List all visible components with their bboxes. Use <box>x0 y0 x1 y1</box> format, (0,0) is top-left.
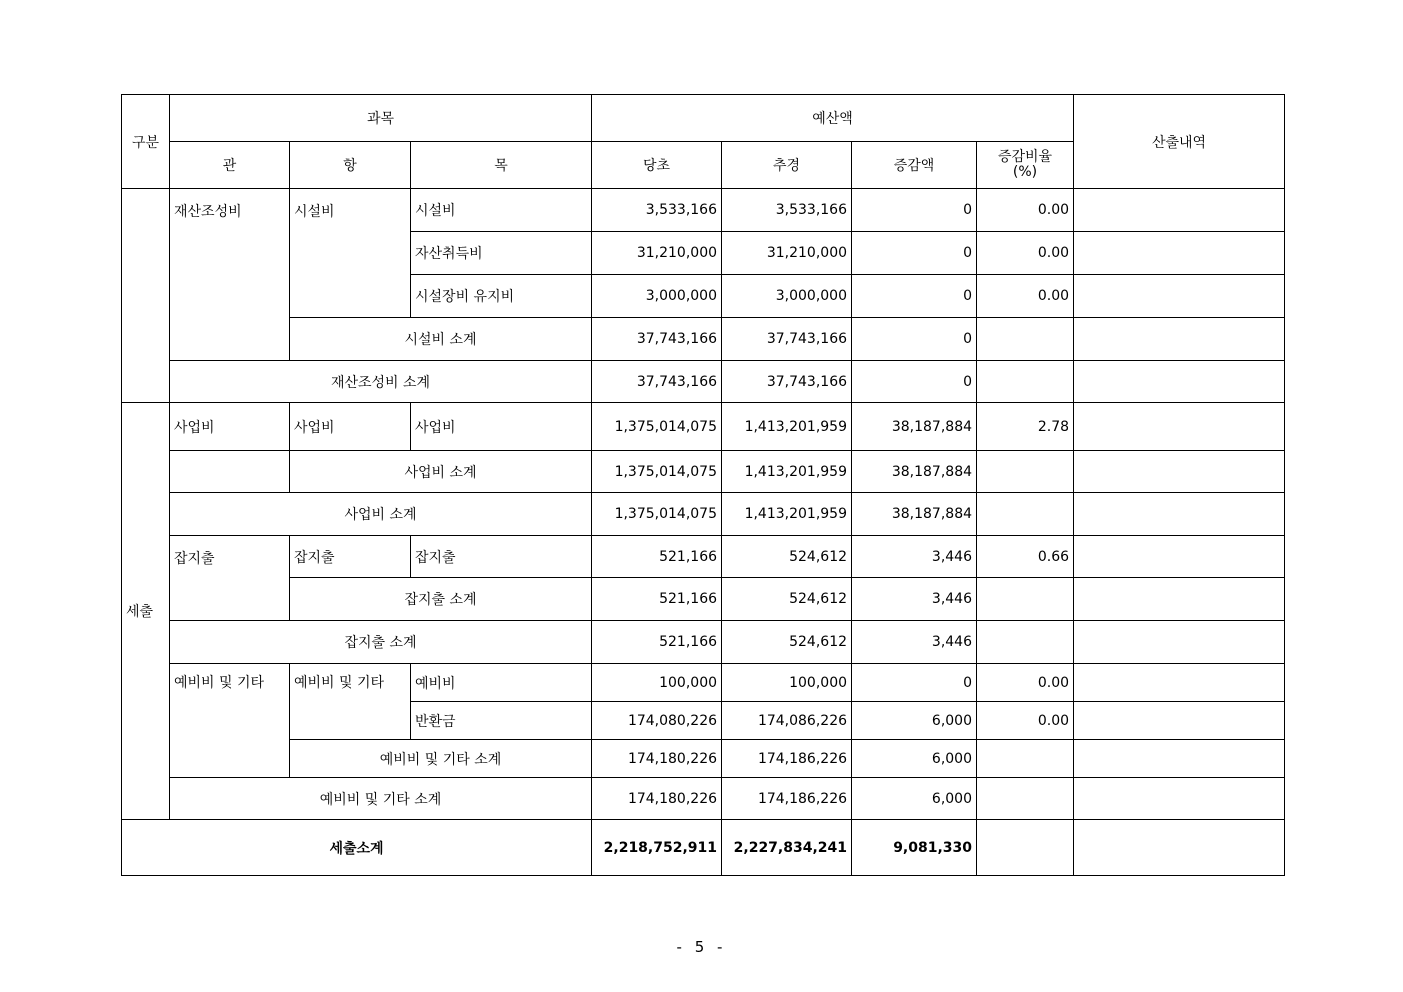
diff-cell: 0 <box>852 275 977 318</box>
subtotal-row <box>122 451 1285 493</box>
diff-cell: 6,000 <box>852 740 977 778</box>
sanchul-cell <box>1074 820 1285 876</box>
chugyeong-cell: 1,413,201,959 <box>722 451 852 493</box>
hang-cell: 사업비 <box>290 403 411 451</box>
mok-cell: 사업비 <box>411 403 592 451</box>
chugyeong-cell: 3,533,166 <box>722 189 852 232</box>
ratio-cell <box>977 578 1074 621</box>
header-hang: 항 <box>290 142 411 189</box>
chugyeong-cell: 524,612 <box>722 536 852 578</box>
grand-total-diff: 9,081,330 <box>852 820 977 876</box>
subtotal-row <box>122 578 1285 621</box>
chugyeong-cell: 37,743,166 <box>722 361 852 403</box>
chugyeong-cell: 31,210,000 <box>722 232 852 275</box>
mok-cell: 반환금 <box>411 702 592 740</box>
grand-total-dangcho: 2,218,752,911 <box>592 820 722 876</box>
mok-cell: 시설비 <box>411 189 592 232</box>
sanchul-cell <box>1074 361 1285 403</box>
header-yesanaek: 예산액 <box>592 95 1074 142</box>
dangcho-cell: 37,743,166 <box>592 318 722 361</box>
dangcho-cell: 1,375,014,075 <box>592 493 722 536</box>
diff-cell: 3,446 <box>852 578 977 621</box>
chugyeong-cell: 174,186,226 <box>722 740 852 778</box>
sanchul-cell <box>1074 536 1285 578</box>
diff-cell: 38,187,884 <box>852 451 977 493</box>
header-jeunggam: 증감액 <box>852 142 977 189</box>
sanchul-cell <box>1074 232 1285 275</box>
sanchul-cell <box>1074 403 1285 451</box>
ratio-cell: 0.00 <box>977 664 1074 702</box>
mok-cell: 자산취득비 <box>411 232 592 275</box>
ratio-cell <box>977 740 1074 778</box>
ratio-cell <box>977 621 1074 664</box>
ratio-cell: 0.00 <box>977 275 1074 318</box>
hang-cell: 예비비 및 기타 <box>290 664 411 740</box>
subtotal-row <box>122 778 1285 820</box>
hang-cell: 잡지출 <box>290 536 411 578</box>
ratio-cell <box>977 820 1074 876</box>
header-gubun: 구분 <box>122 95 170 189</box>
chugyeong-cell: 524,612 <box>722 621 852 664</box>
diff-cell: 38,187,884 <box>852 493 977 536</box>
diff-cell: 38,187,884 <box>852 403 977 451</box>
sanchul-cell <box>1074 493 1285 536</box>
grand-total-chugyeong: 2,227,834,241 <box>722 820 852 876</box>
subtotal-label: 잡지출 소계 <box>170 621 592 664</box>
ratio-cell: 2.78 <box>977 403 1074 451</box>
diff-cell: 3,446 <box>852 536 977 578</box>
mok-cell: 시설장비 유지비 <box>411 275 592 318</box>
subtotal-row <box>122 361 1285 403</box>
ratio-cell: 0.00 <box>977 189 1074 232</box>
subtotal-row <box>122 621 1285 664</box>
sanchul-cell <box>1074 451 1285 493</box>
table-row <box>122 403 1285 451</box>
table-row <box>122 189 1285 232</box>
ratio-cell: 0.66 <box>977 536 1074 578</box>
subtotal-label: 잡지출 소계 <box>290 578 592 621</box>
diff-cell: 0 <box>852 664 977 702</box>
header-gwan: 관 <box>170 142 290 189</box>
hang-cell: 시설비 <box>290 189 411 318</box>
header-ratio <box>977 142 1074 189</box>
ratio-cell: 0.00 <box>977 232 1074 275</box>
dangcho-cell: 521,166 <box>592 536 722 578</box>
gwan-empty-cell <box>170 451 290 493</box>
section-label: 세출 <box>122 403 170 820</box>
page-number: - 5 - <box>676 938 727 956</box>
subtotal-row <box>122 740 1285 778</box>
gubun-empty-cell <box>122 189 170 403</box>
dangcho-cell: 31,210,000 <box>592 232 722 275</box>
table-row <box>122 664 1285 702</box>
gwan-cell: 재산조성비 <box>170 189 290 361</box>
header-mok: 목 <box>411 142 592 189</box>
dangcho-cell: 1,375,014,075 <box>592 451 722 493</box>
sanchul-cell <box>1074 702 1285 740</box>
subtotal-label: 재산조성비 소계 <box>170 361 592 403</box>
chugyeong-cell: 174,086,226 <box>722 702 852 740</box>
dangcho-cell: 174,080,226 <box>592 702 722 740</box>
gwan-cell: 사업비 <box>170 403 290 451</box>
dangcho-cell: 37,743,166 <box>592 361 722 403</box>
ratio-cell <box>977 318 1074 361</box>
dangcho-cell: 174,180,226 <box>592 740 722 778</box>
sanchul-cell <box>1074 189 1285 232</box>
diff-cell: 0 <box>852 189 977 232</box>
chugyeong-cell: 3,000,000 <box>722 275 852 318</box>
dangcho-cell: 1,375,014,075 <box>592 403 722 451</box>
sanchul-cell <box>1074 578 1285 621</box>
dangcho-cell: 3,533,166 <box>592 189 722 232</box>
gwan-cell: 예비비 및 기타 <box>170 664 290 778</box>
header-sanchul: 산출내역 <box>1074 95 1285 189</box>
sanchul-cell <box>1074 621 1285 664</box>
sanchul-cell <box>1074 664 1285 702</box>
chugyeong-cell: 1,413,201,959 <box>722 403 852 451</box>
sanchul-cell <box>1074 275 1285 318</box>
sanchul-cell <box>1074 778 1285 820</box>
sanchul-cell <box>1074 318 1285 361</box>
diff-cell: 0 <box>852 361 977 403</box>
subtotal-label: 사업비 소계 <box>290 451 592 493</box>
diff-cell: 0 <box>852 232 977 275</box>
dangcho-cell: 100,000 <box>592 664 722 702</box>
dangcho-cell: 174,180,226 <box>592 778 722 820</box>
subtotal-row <box>122 318 1285 361</box>
dangcho-cell: 3,000,000 <box>592 275 722 318</box>
chugyeong-cell: 1,413,201,959 <box>722 493 852 536</box>
diff-cell: 0 <box>852 318 977 361</box>
chugyeong-cell: 37,743,166 <box>722 318 852 361</box>
ratio-cell <box>977 493 1074 536</box>
ratio-cell: 0.00 <box>977 702 1074 740</box>
budget-table <box>121 94 1285 876</box>
subtotal-label: 예비비 및 기타 소계 <box>170 778 592 820</box>
subtotal-label: 사업비 소계 <box>170 493 592 536</box>
diff-cell: 6,000 <box>852 702 977 740</box>
sanchul-cell <box>1074 740 1285 778</box>
subtotal-label: 예비비 및 기타 소계 <box>290 740 592 778</box>
ratio-cell <box>977 451 1074 493</box>
chugyeong-cell: 100,000 <box>722 664 852 702</box>
ratio-cell <box>977 361 1074 403</box>
subtotal-label: 시설비 소계 <box>290 318 592 361</box>
header-row-1 <box>122 95 1285 142</box>
header-dangcho: 당초 <box>592 142 722 189</box>
diff-cell: 6,000 <box>852 778 977 820</box>
dangcho-cell: 521,166 <box>592 621 722 664</box>
mok-cell: 잡지출 <box>411 536 592 578</box>
dangcho-cell: 521,166 <box>592 578 722 621</box>
grand-total-row <box>122 820 1285 876</box>
diff-cell: 3,446 <box>852 621 977 664</box>
header-gwamok: 과목 <box>170 95 592 142</box>
gwan-cell: 잡지출 <box>170 536 290 621</box>
grand-total-label: 세출소계 <box>122 820 592 876</box>
chugyeong-cell: 524,612 <box>722 578 852 621</box>
table-row <box>122 536 1285 578</box>
chugyeong-cell: 174,186,226 <box>722 778 852 820</box>
subtotal-row <box>122 493 1285 536</box>
mok-cell: 예비비 <box>411 664 592 702</box>
header-chugyeong: 추경 <box>722 142 852 189</box>
header-ratio-line2: (%) <box>1012 164 1038 180</box>
ratio-cell <box>977 778 1074 820</box>
header-ratio-line1: 증감비율 <box>997 149 1053 165</box>
